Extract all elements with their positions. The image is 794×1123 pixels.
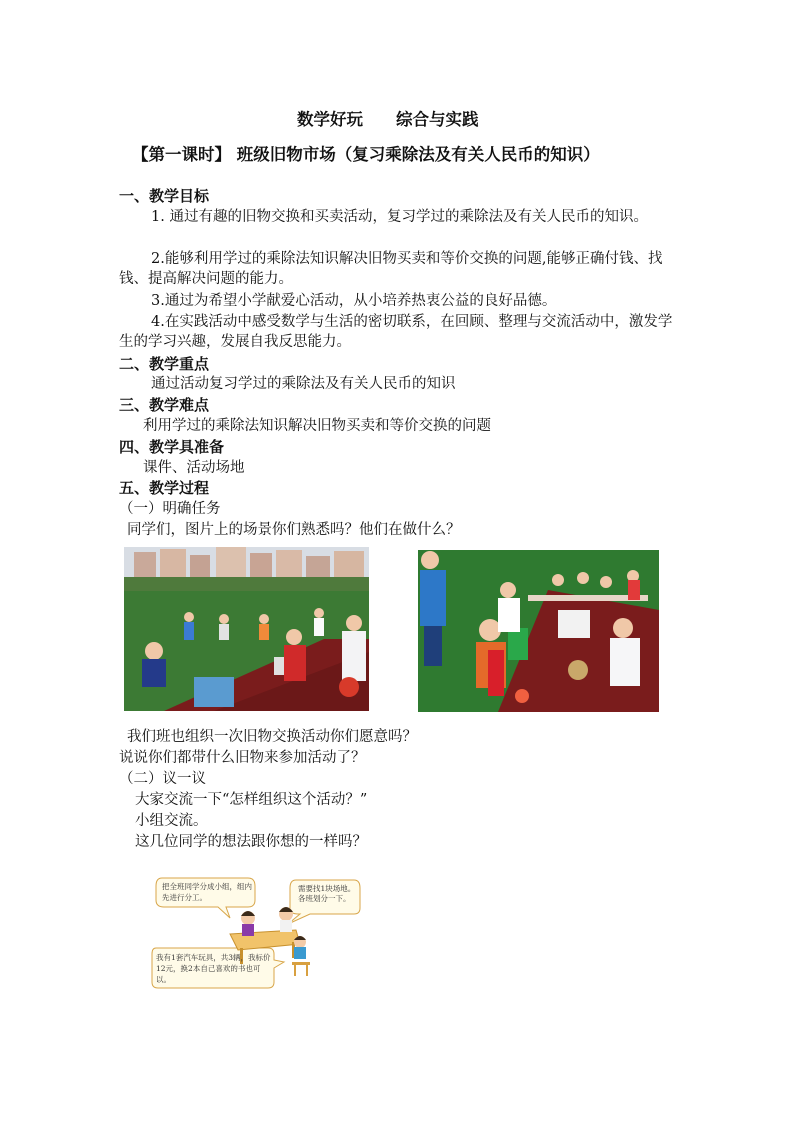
market-photo-right	[418, 550, 659, 712]
section-heading-process: 五、教学过程	[119, 479, 210, 497]
difficulty-text: 利用学过的乘除法知识解决旧物买卖和等价交换的问题	[143, 418, 491, 434]
section-heading-difficulty: 三、教学难点	[119, 396, 210, 414]
process-question-2: 我们班也组织一次旧物交换活动你们愿意吗？	[127, 729, 417, 745]
discussion-line-3: 这几位同学的想法跟你想的一样吗？	[135, 834, 367, 850]
process-part1: （一）明确任务	[119, 501, 221, 517]
goal-item-4: 4.在实践活动中感受数学与生活的密切联系，在回顾、整理与交流活动中，激发学生的学习兴趣，发展自我反思能力。	[119, 314, 673, 350]
key-point-text: 通过活动复习学过的乘除法及有关人民币的知识	[151, 376, 456, 392]
discussion-illustration	[150, 872, 362, 990]
lesson-subtitle: 【第一课时】 班级旧物市场（复习乘除法及有关人民币的知识）	[132, 145, 600, 164]
speech-bubble-3: 我有1套汽车玩具，共3辆，我标价12元，换2本自己喜欢的书也可以。	[156, 953, 271, 984]
section-heading-key: 二、教学重点	[119, 355, 210, 373]
page-title: 数学好玩 综合与实践	[297, 110, 479, 129]
process-question-3: 说说你们都带什么旧物来参加活动了？	[119, 750, 366, 766]
section-heading-prep: 四、教学具准备	[119, 438, 225, 456]
speech-bubble-1: 把全班同学分成小组，组内先进行分工。	[162, 882, 252, 902]
section-heading-goals: 一、教学目标	[119, 187, 210, 205]
speech-bubble-2: 需要找1块场地。各班划分一下。	[298, 884, 356, 903]
goal-item-2: 2.能够利用学过的乘除法知识解决旧物买卖和等价交换的问题,能够正确付钱、找钱、提高解决问题的能力。	[119, 251, 663, 287]
process-part2: （二）议一议	[119, 771, 206, 787]
discussion-line-1: 大家交流一下“怎样组织这个活动？”	[135, 792, 368, 808]
market-photo-left	[124, 547, 369, 711]
goal-item-1: 1. 通过有趣的旧物交换和买卖活动，复习学过的乘除法及有关人民币的知识。	[151, 209, 648, 225]
prep-text: 课件、活动场地	[143, 460, 245, 476]
goal-item-3: 3.通过为希望小学献爱心活动，从小培养热衷公益的良好品德。	[151, 293, 557, 309]
process-question-1: 同学们，图片上的场景你们熟悉吗？他们在做什么？	[127, 522, 461, 538]
discussion-line-2: 小组交流。	[135, 813, 208, 829]
